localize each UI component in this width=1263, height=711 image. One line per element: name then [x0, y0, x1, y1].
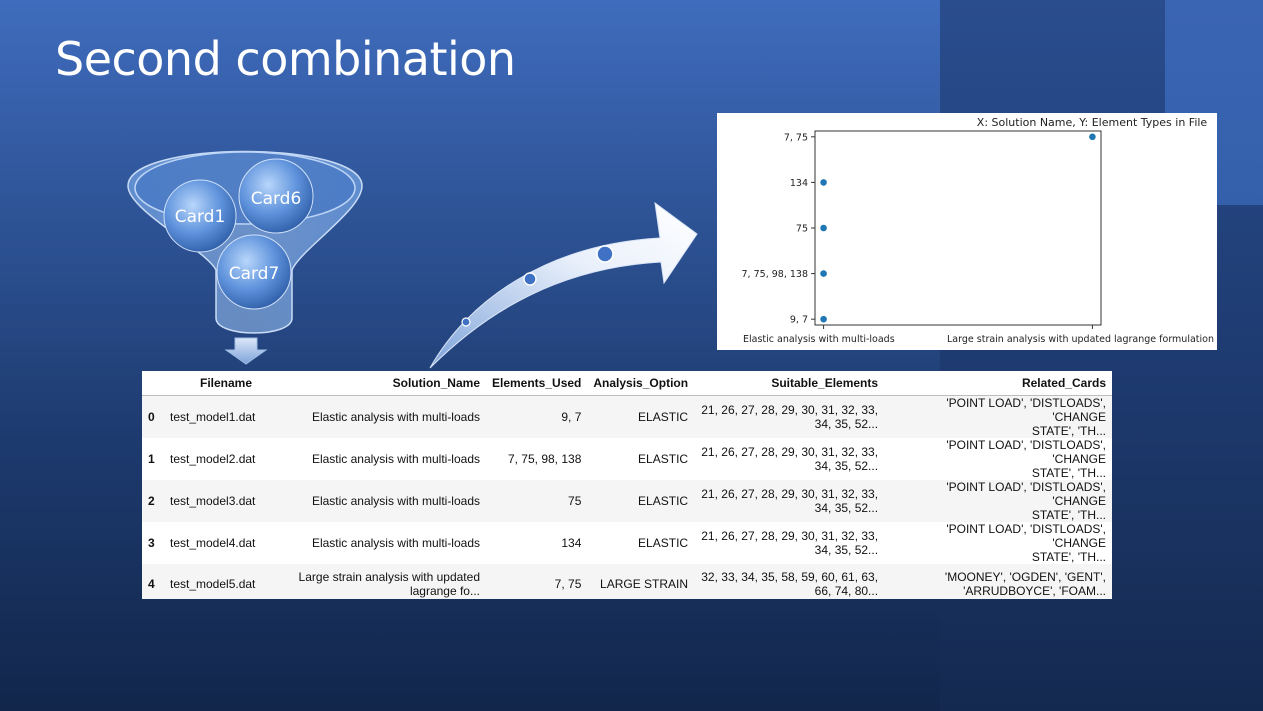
dataframe-table — [142, 371, 1112, 599]
cell-text-line: Large strain analysis with updated — [298, 569, 480, 584]
cell-analysis-option: ELASTIC — [638, 536, 689, 550]
cell-text-line: 'MOONEY', 'OGDEN', 'GENT', — [944, 569, 1106, 584]
cell-text-line: 21, 26, 27, 28, 29, 30, 31, 32, 33, — [701, 445, 879, 459]
column-header-related-cards: Related_Cards — [884, 371, 1112, 396]
column-header-analysis-option: Analysis_Option — [587, 371, 694, 396]
y-tick-label: 134 — [789, 177, 808, 189]
cell-filename: test_model2.dat — [170, 452, 256, 466]
cell-solution-name: Elastic analysis with multi-loads — [311, 494, 480, 508]
column-header-filename: Filename — [168, 371, 284, 396]
card7-label: Card7 — [228, 264, 280, 284]
cell-solution-name: Elastic analysis with multi-loads — [311, 410, 480, 424]
cell-text-line: STATE', 'TH... — [1031, 550, 1106, 564]
scatter-chart-canvas — [717, 113, 1217, 350]
table-row — [142, 522, 1112, 564]
cell-suitable-elements — [694, 480, 884, 522]
row-index: 0 — [148, 410, 155, 424]
y-tick-label: 75 — [795, 223, 808, 235]
cell-analysis-option: ELASTIC — [638, 452, 689, 466]
scatter-point — [820, 225, 827, 232]
x-tick-label: Elastic analysis with multi-loads — [743, 334, 895, 345]
curved-arrow-icon — [430, 203, 697, 368]
cell-related-cards — [884, 564, 1112, 599]
cell-text-line: STATE', 'TH... — [1031, 508, 1106, 522]
slide-title: Second combination — [55, 32, 516, 86]
cell-text-line: 21, 26, 27, 28, 29, 30, 31, 32, 33, — [701, 403, 879, 417]
column-header-suitable-elements: Suitable_Elements — [694, 371, 884, 396]
cell-solution-name — [284, 564, 486, 599]
cell-text-line: 34, 35, 52... — [814, 459, 879, 473]
column-header-solution-name: Solution_Name — [284, 371, 486, 396]
table-row — [142, 480, 1112, 522]
cell-related-cards — [884, 396, 1112, 439]
cell-elements-used: 7, 75, 98, 138 — [507, 452, 582, 466]
cell-text-line: 'ARRUDBOYCE', 'FOAM... — [963, 583, 1106, 598]
funnel-output-arrow-icon — [226, 338, 266, 364]
cell-text-line: 34, 35, 52... — [814, 543, 879, 557]
column-header-elements-used: Elements_Used — [486, 371, 587, 396]
scatter-chart — [717, 113, 1217, 350]
cell-text-line: 21, 26, 27, 28, 29, 30, 31, 32, 33, — [701, 487, 879, 501]
arrow-dot-icon — [462, 318, 470, 326]
cell-filename: test_model5.dat — [170, 576, 256, 591]
cell-text-line: 66, 74, 80... — [814, 583, 879, 598]
row-index: 2 — [148, 494, 155, 508]
y-tick-label: 7, 75 — [783, 132, 808, 144]
y-tick-label: 9, 7 — [789, 314, 808, 326]
cell-text-line: 34, 35, 52... — [814, 417, 879, 431]
cell-suitable-elements — [694, 564, 884, 599]
cell-text-line: STATE', 'TH... — [1031, 424, 1106, 438]
row-index: 1 — [148, 452, 155, 466]
cell-related-cards — [884, 438, 1112, 480]
chart-title: X: Solution Name, Y: Element Types in File — [976, 116, 1208, 129]
column-header-index — [142, 371, 168, 396]
cell-elements-used: 75 — [568, 494, 582, 508]
cell-elements-used: 7, 75 — [554, 576, 582, 591]
scatter-point — [1089, 134, 1096, 141]
cell-elements-used: 134 — [561, 536, 582, 550]
scatter-point — [820, 316, 827, 323]
cell-text-line: 'POINT LOAD', 'DISTLOADS', 'CHANGE — [946, 396, 1106, 424]
cell-solution-name: Elastic analysis with multi-loads — [311, 452, 480, 466]
cell-text-line: 32, 33, 34, 35, 58, 59, 60, 61, 63, — [701, 569, 879, 584]
cell-filename: test_model4.dat — [170, 536, 256, 550]
table-row — [142, 438, 1112, 480]
cell-suitable-elements — [694, 396, 884, 439]
table-row — [142, 396, 1112, 439]
cell-text-line: STATE', 'TH... — [1031, 466, 1106, 480]
cell-text-line: 'POINT LOAD', 'DISTLOADS', 'CHANGE — [946, 480, 1106, 508]
cell-filename: test_model1.dat — [170, 410, 256, 424]
cell-analysis-option: LARGE STRAIN — [600, 576, 689, 591]
cell-related-cards — [884, 522, 1112, 564]
cell-text-line: 'POINT LOAD', 'DISTLOADS', 'CHANGE — [946, 438, 1106, 466]
cell-analysis-option: ELASTIC — [638, 494, 689, 508]
scatter-point — [820, 179, 827, 186]
x-tick-label: Large strain analysis with updated lagrange formulation — [947, 334, 1214, 345]
cell-solution-name: Elastic analysis with multi-loads — [311, 536, 480, 550]
y-tick-label: 7, 75, 98, 138 — [741, 269, 808, 281]
row-index: 3 — [148, 536, 155, 550]
cell-suitable-elements — [694, 438, 884, 480]
cell-suitable-elements — [694, 522, 884, 564]
cell-analysis-option: ELASTIC — [638, 410, 689, 424]
cell-filename: test_model3.dat — [170, 494, 256, 508]
chart-plot-frame — [815, 131, 1101, 325]
card6-label: Card6 — [250, 189, 302, 209]
cell-text-line: 34, 35, 52... — [814, 501, 879, 515]
cell-text-line: lagrange fo... — [409, 583, 480, 598]
card1-label: Card1 — [174, 207, 226, 227]
scatter-point — [820, 270, 827, 277]
cell-elements-used: 9, 7 — [561, 410, 582, 424]
table-row — [142, 564, 1112, 599]
table-header-row — [142, 371, 1112, 396]
row-index: 4 — [148, 576, 155, 591]
cell-related-cards — [884, 480, 1112, 522]
cell-text-line: 'POINT LOAD', 'DISTLOADS', 'CHANGE — [946, 522, 1106, 550]
arrow-dot-icon — [597, 246, 613, 262]
arrow-dot-icon — [524, 273, 536, 285]
cell-text-line: 21, 26, 27, 28, 29, 30, 31, 32, 33, — [701, 529, 879, 543]
